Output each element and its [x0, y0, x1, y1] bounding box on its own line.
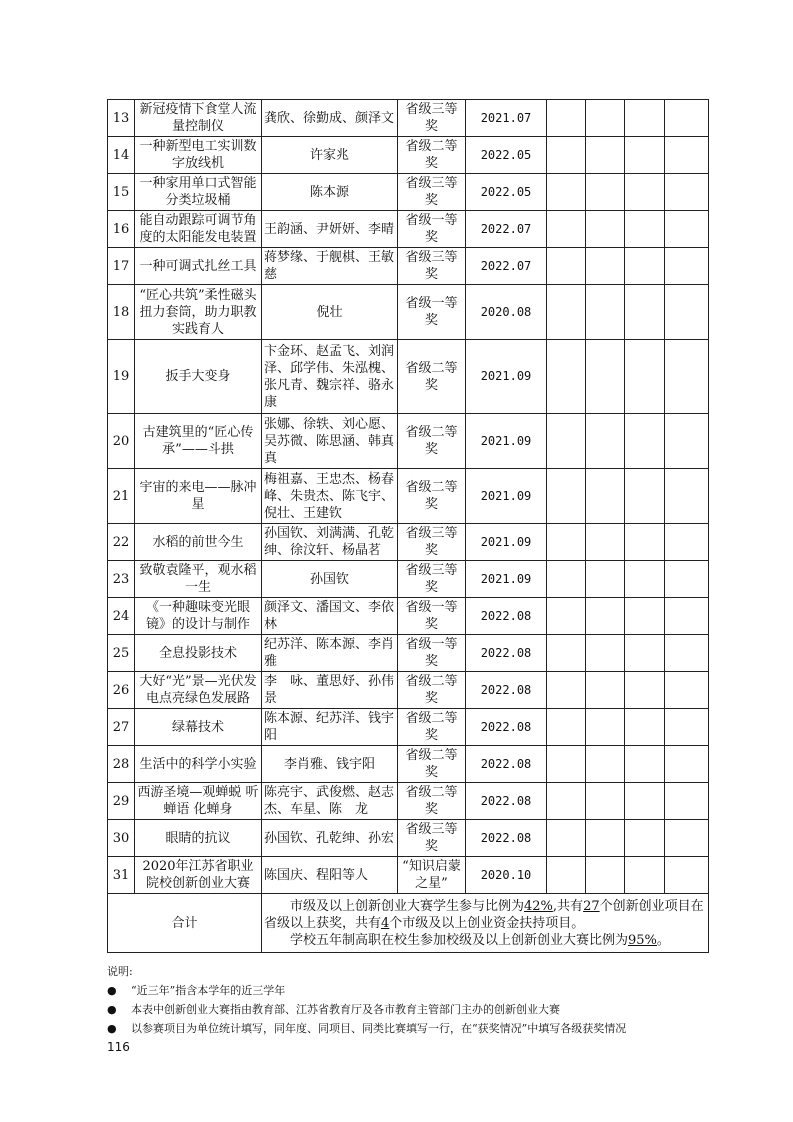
team-members: 龚欣、徐勤成、颜泽文: [262, 100, 398, 137]
summary-label: 合计: [108, 894, 262, 953]
awards-table-body: [108, 100, 709, 953]
empty-cell: [665, 137, 709, 174]
project-name: 宇宙的来电——脉冲星: [135, 469, 262, 524]
award-level: 省级二等奖: [398, 672, 466, 709]
team-members: 张娜、徐轶、刘心愿、吴苏微、陈思涵、韩真真: [262, 414, 398, 469]
table-row: [108, 820, 709, 857]
awards-table: [107, 99, 709, 953]
project-name: 绿幕技术: [135, 709, 262, 746]
empty-cell: [665, 524, 709, 561]
empty-cell: [625, 285, 665, 340]
empty-cell: [586, 248, 625, 285]
award-date: 2022.08: [466, 672, 547, 709]
empty-cell: [665, 414, 709, 469]
row-number: 17: [108, 248, 135, 285]
project-name: 眼睛的抗议: [135, 820, 262, 857]
notes-section: [107, 962, 708, 1038]
empty-cell: [625, 598, 665, 635]
note-text: 以参赛项目为单位统计填写，同年度、同项目、同类比赛填写一行，在“获奖情况”中填写各级获奖情况: [131, 1022, 627, 1035]
table-row: [108, 248, 709, 285]
table-row: [108, 635, 709, 672]
empty-cell: [586, 414, 625, 469]
award-level: 省级三等奖: [398, 174, 466, 211]
award-date: 2020.10: [466, 857, 547, 894]
summary-line2-end: 。: [656, 932, 670, 948]
bullet-icon: ●: [107, 1003, 117, 1016]
award-date: 2022.07: [466, 211, 547, 248]
award-level: 省级三等奖: [398, 820, 466, 857]
table-row: [108, 285, 709, 340]
award-date: 2022.08: [466, 746, 547, 783]
project-name: 古建筑里的“匠心传承”——斗拱: [135, 414, 262, 469]
row-number: 26: [108, 672, 135, 709]
row-number: 15: [108, 174, 135, 211]
empty-cell: [586, 561, 625, 598]
award-level: 省级三等奖: [398, 524, 466, 561]
empty-cell: [547, 100, 586, 137]
summary-row: [108, 894, 709, 953]
summary-line1-post: 个创新创业项目在省级以上获奖，共有: [264, 898, 704, 931]
award-level: 省级二等奖: [398, 709, 466, 746]
empty-cell: [665, 285, 709, 340]
empty-cell: [547, 746, 586, 783]
summary-line1-end: 个市级及以上创业资金扶持项目。: [389, 915, 585, 931]
team-members: 陈本源: [262, 174, 398, 211]
project-name: 能自动跟踪可调节角度的太阳能发电装置: [135, 211, 262, 248]
award-level: 省级三等奖: [398, 561, 466, 598]
empty-cell: [586, 746, 625, 783]
empty-cell: [547, 524, 586, 561]
award-date: 2022.08: [466, 598, 547, 635]
empty-cell: [547, 709, 586, 746]
award-level: 省级三等奖: [398, 100, 466, 137]
row-number: 29: [108, 783, 135, 820]
table-row: [108, 598, 709, 635]
project-name: 扳手大变身: [135, 340, 262, 414]
award-level: 省级一等奖: [398, 598, 466, 635]
team-members: 陈国庆、程阳等人: [262, 857, 398, 894]
note-item: [107, 1019, 708, 1038]
row-number: 21: [108, 469, 135, 524]
table-row: [108, 100, 709, 137]
empty-cell: [625, 857, 665, 894]
empty-cell: [547, 174, 586, 211]
award-level: 省级二等奖: [398, 783, 466, 820]
empty-cell: [625, 211, 665, 248]
note-item: [107, 981, 708, 1000]
project-name: 致敬袁隆平，观水稻一生: [135, 561, 262, 598]
project-name: “匠心共筑”柔性磁头扭力套筒，助力职教实践育人: [135, 285, 262, 340]
empty-cell: [625, 635, 665, 672]
empty-cell: [625, 340, 665, 414]
notes-title: 说明:: [107, 965, 133, 978]
table-row: [108, 857, 709, 894]
team-members: 颜泽文、潘国文、李依林: [262, 598, 398, 635]
empty-cell: [547, 783, 586, 820]
table-row: [108, 137, 709, 174]
empty-cell: [547, 248, 586, 285]
participation-ratio: 42%: [524, 898, 553, 914]
empty-cell: [625, 100, 665, 137]
empty-cell: [547, 635, 586, 672]
award-date: 2022.07: [466, 248, 547, 285]
empty-cell: [665, 598, 709, 635]
empty-cell: [586, 285, 625, 340]
note-item: [107, 1000, 708, 1019]
empty-cell: [547, 414, 586, 469]
empty-cell: [547, 820, 586, 857]
row-number: 28: [108, 746, 135, 783]
project-name: 一种可调式扎丝工具: [135, 248, 262, 285]
empty-cell: [586, 340, 625, 414]
team-members: 孙国钦、孔乾绅、孙宏: [262, 820, 398, 857]
table-row: [108, 524, 709, 561]
award-date: 2022.05: [466, 137, 547, 174]
note-text: 本表中创新创业大赛指由教育部、江苏省教育厅及各市教育主管部门主办的创新创业大赛: [131, 1003, 560, 1016]
project-name: 西游圣境—观蝉蜕 听蝉语 化蝉身: [135, 783, 262, 820]
empty-cell: [586, 100, 625, 137]
project-name: 新冠疫情下食堂人流量控制仪: [135, 100, 262, 137]
empty-cell: [586, 672, 625, 709]
table-row: [108, 340, 709, 414]
award-level: 省级二等奖: [398, 469, 466, 524]
empty-cell: [547, 561, 586, 598]
table-row: [108, 561, 709, 598]
empty-cell: [625, 524, 665, 561]
row-number: 13: [108, 100, 135, 137]
empty-cell: [665, 672, 709, 709]
table-row: [108, 672, 709, 709]
row-number: 30: [108, 820, 135, 857]
empty-cell: [625, 746, 665, 783]
empty-cell: [665, 340, 709, 414]
award-date: 2021.09: [466, 561, 547, 598]
summary-line1-mid: ,共有: [552, 898, 584, 914]
row-number: 22: [108, 524, 135, 561]
empty-cell: [665, 857, 709, 894]
empty-cell: [586, 709, 625, 746]
table-row: [108, 414, 709, 469]
table-row: [108, 211, 709, 248]
empty-cell: [586, 820, 625, 857]
empty-cell: [625, 709, 665, 746]
team-members: 蒋梦缘、于舰棋、王敏慈: [262, 248, 398, 285]
empty-cell: [665, 211, 709, 248]
team-members: 倪壮: [262, 285, 398, 340]
award-project-count: 27: [583, 898, 600, 914]
empty-cell: [625, 174, 665, 211]
award-level: “知识启蒙之星”: [398, 857, 466, 894]
table-row: [108, 469, 709, 524]
award-date: 2021.09: [466, 340, 547, 414]
award-date: 2020.08: [466, 285, 547, 340]
table-row: [108, 174, 709, 211]
empty-cell: [665, 561, 709, 598]
empty-cell: [586, 635, 625, 672]
table-row: [108, 783, 709, 820]
empty-cell: [665, 174, 709, 211]
empty-cell: [547, 137, 586, 174]
team-members: 李 咏、董思妤、孙伟景: [262, 672, 398, 709]
award-date: 2021.09: [466, 414, 547, 469]
empty-cell: [547, 598, 586, 635]
empty-cell: [625, 820, 665, 857]
team-members: 王韵涵、尹妍妍、李晴: [262, 211, 398, 248]
team-members: 孙国钦、刘满满、孔乾绅、徐汶轩、杨晶茗: [262, 524, 398, 561]
row-number: 24: [108, 598, 135, 635]
award-date: 2022.05: [466, 174, 547, 211]
empty-cell: [625, 783, 665, 820]
empty-cell: [586, 469, 625, 524]
empty-cell: [665, 248, 709, 285]
row-number: 25: [108, 635, 135, 672]
empty-cell: [547, 285, 586, 340]
project-name: 一种新型电工实训数字放线机: [135, 137, 262, 174]
school-participation-ratio: 95%: [628, 932, 657, 948]
bullet-icon: ●: [107, 984, 117, 997]
empty-cell: [586, 783, 625, 820]
award-level: 省级二等奖: [398, 340, 466, 414]
bullet-icon: ●: [107, 1022, 117, 1035]
table-row: [108, 709, 709, 746]
project-name: 2020年江苏省职业院校创新创业大赛: [135, 857, 262, 894]
award-level: 省级一等奖: [398, 635, 466, 672]
team-members: 陈本源、纪苏洋、钱宇阳: [262, 709, 398, 746]
empty-cell: [625, 248, 665, 285]
empty-cell: [547, 469, 586, 524]
row-number: 18: [108, 285, 135, 340]
row-number: 20: [108, 414, 135, 469]
row-number: 19: [108, 340, 135, 414]
empty-cell: [665, 783, 709, 820]
award-date: 2021.09: [466, 469, 547, 524]
award-date: 2022.08: [466, 635, 547, 672]
table-row: [108, 746, 709, 783]
project-name: 《一种趣味变光眼镜》的设计与制作: [135, 598, 262, 635]
empty-cell: [547, 340, 586, 414]
award-level: 省级一等奖: [398, 285, 466, 340]
team-members: 梅祖嘉、王忠杰、杨春峰、朱贵杰、陈飞宇、倪壮、王建钦: [262, 469, 398, 524]
empty-cell: [625, 469, 665, 524]
empty-cell: [625, 561, 665, 598]
award-date: 2021.09: [466, 524, 547, 561]
empty-cell: [547, 857, 586, 894]
project-name: 全息投影技术: [135, 635, 262, 672]
award-level: 省级三等奖: [398, 248, 466, 285]
empty-cell: [625, 137, 665, 174]
team-members: 孙国钦: [262, 561, 398, 598]
team-members: 卞金环、赵孟飞、刘润泽、邱学伟、朱泓槐、张凡青、魏宗祥、骆永康: [262, 340, 398, 414]
project-name: 一种家用单口式智能分类垃圾桶: [135, 174, 262, 211]
team-members: 李肖雅、钱宇阳: [262, 746, 398, 783]
summary-text: [262, 894, 709, 953]
project-name: 生活中的科学小实验: [135, 746, 262, 783]
award-date: 2022.08: [466, 709, 547, 746]
empty-cell: [586, 174, 625, 211]
team-members: 陈亮宇、武俊燃、赵志杰、车星、陈 龙: [262, 783, 398, 820]
empty-cell: [665, 100, 709, 137]
award-date: 2021.07: [466, 100, 547, 137]
team-members: 许家兆: [262, 137, 398, 174]
empty-cell: [665, 635, 709, 672]
empty-cell: [665, 709, 709, 746]
empty-cell: [586, 598, 625, 635]
award-level: 省级二等奖: [398, 746, 466, 783]
empty-cell: [586, 211, 625, 248]
row-number: 23: [108, 561, 135, 598]
project-name: 水稻的前世今生: [135, 524, 262, 561]
award-date: 2022.08: [466, 820, 547, 857]
empty-cell: [586, 524, 625, 561]
summary-line1-pre: 市级及以上创新创业大赛学生参与比例为: [290, 898, 525, 914]
empty-cell: [625, 414, 665, 469]
note-text: “近三年”指含本学年的近三学年: [131, 984, 286, 997]
award-date: 2022.08: [466, 783, 547, 820]
row-number: 27: [108, 709, 135, 746]
empty-cell: [625, 672, 665, 709]
row-number: 16: [108, 211, 135, 248]
award-level: 省级一等奖: [398, 211, 466, 248]
row-number: 14: [108, 137, 135, 174]
empty-cell: [586, 857, 625, 894]
award-level: 省级二等奖: [398, 414, 466, 469]
award-level: 省级二等奖: [398, 137, 466, 174]
empty-cell: [665, 469, 709, 524]
empty-cell: [665, 820, 709, 857]
summary-line2-pre: 学校五年制高职在校生参加校级及以上创新创业大赛比例为: [290, 932, 629, 948]
page-number: 116: [107, 1040, 130, 1054]
funded-project-count: 4: [381, 915, 390, 931]
row-number: 31: [108, 857, 135, 894]
empty-cell: [547, 672, 586, 709]
team-members: 纪苏洋、陈本源、李肖雅: [262, 635, 398, 672]
empty-cell: [665, 746, 709, 783]
project-name: 大好“光”景—光伏发电点亮绿色发展路: [135, 672, 262, 709]
empty-cell: [547, 211, 586, 248]
empty-cell: [586, 137, 625, 174]
